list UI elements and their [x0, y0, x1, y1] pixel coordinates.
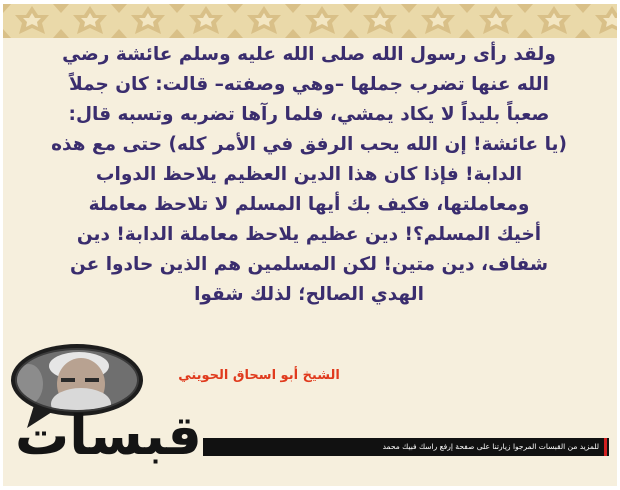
decorative-border — [3, 4, 617, 38]
quote-line: صعباً بليداً لا يكاد يمشي، فلما رآها تضربه وتسبه قال: — [68, 104, 550, 125]
footer-site-line: للمزيد من القبسات المرجوا زيارتنا على صفحة إرفع راسك فبيك محمد — [382, 442, 599, 451]
brand-logo: قبسات — [15, 404, 202, 467]
ornament-pattern-icon — [3, 4, 617, 38]
quote-line: ولقد رأى رسول الله صلى الله عليه وسلم عائشة رضي — [62, 44, 556, 65]
quote-line: الله عنها تضرب جملها –وهي وصفته– قالت: كان جملاً — [69, 74, 549, 95]
quote-line: شفاف، دين متين! لكن المسلمين هم الذين حادوا عن — [69, 254, 549, 275]
quote-line: (يا عائشة! إن الله يحب الرفق في الأمر كله) حتى مع هذه — [51, 134, 567, 155]
quote-line: الهدي الصالح؛ لذلك شقوا — [194, 284, 424, 305]
quote-text — [11, 40, 607, 310]
quote-line: الدابة! فإذا كان هذا الدين العظيم يلاحظ الدواب — [95, 164, 523, 185]
footer-strip — [203, 438, 609, 456]
speaker-name: الشيخ أبو اسحاق الحويني — [178, 368, 340, 383]
quote-card — [3, 4, 617, 486]
quote-line: ومعاملتها، فكيف بك أيها المسلم لا تلاحظ معاملة — [88, 194, 530, 215]
quote-line: أخيك المسلم؟! دين عظيم يلاحظ معاملة الدابة! دين — [76, 224, 542, 245]
footer-accent — [604, 438, 607, 456]
